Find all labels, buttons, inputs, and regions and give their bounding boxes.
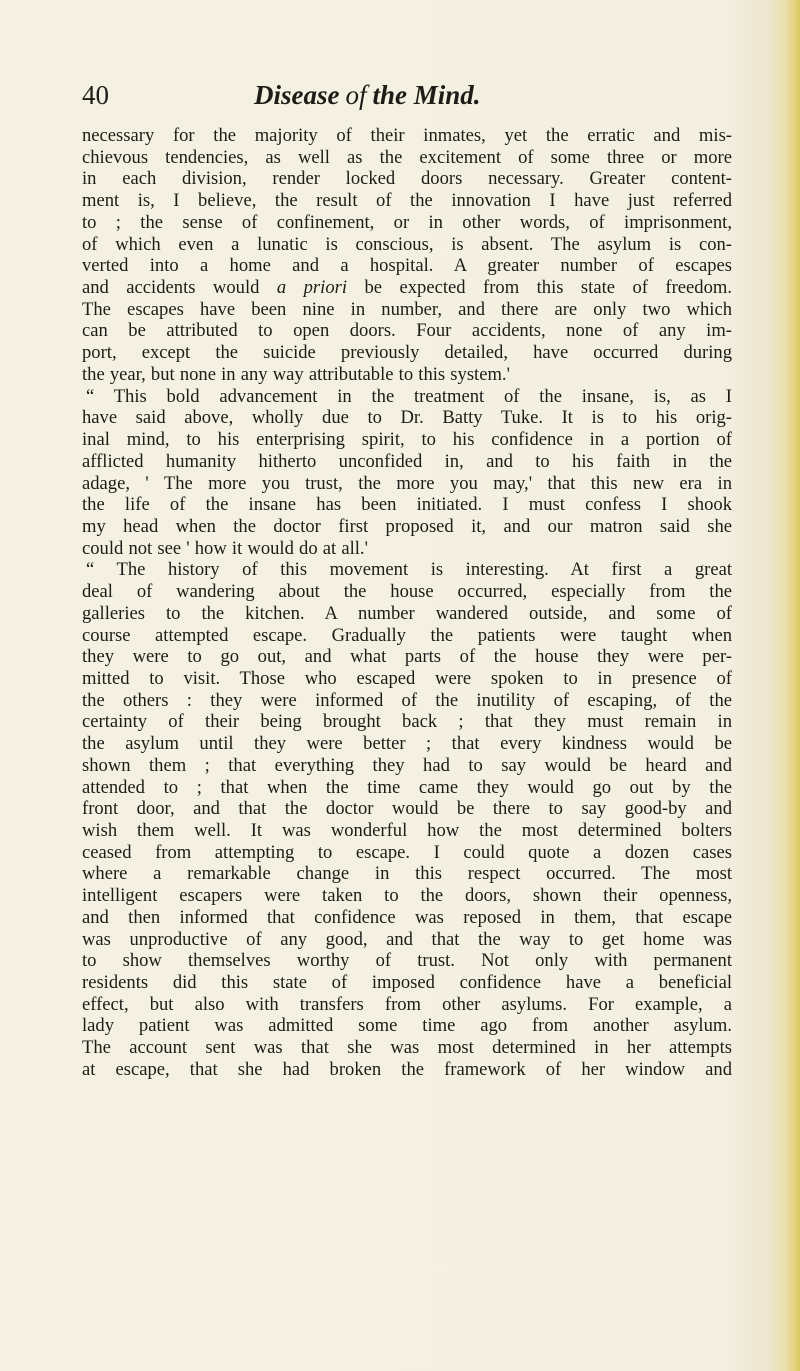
text-line: the year, but none in any way attributable to this system.' — [82, 363, 510, 385]
text-line: “ This bold advancement in the treatment of the insane, is, as I — [86, 385, 732, 407]
text-line: could not see ' how it would do at all.' — [82, 537, 368, 559]
text-line: adage, ' The more you trust, the more you may,' that this new era in — [82, 472, 732, 494]
text-line: course attempted escape. Gradually the patients were taught when — [82, 624, 732, 646]
text-line: attended to ; that when the time came they would go out by the — [82, 776, 732, 798]
text-line: port, except the suicide previously detailed, have occurred during — [82, 342, 732, 364]
page-header — [82, 78, 732, 112]
text-line: was unproductive of any good, and that the way to get home was — [82, 928, 732, 950]
text-line: where a remarkable change in this respect occurred. The most — [82, 863, 732, 885]
text-line: the others : they were informed of the inutility of escaping, of the — [82, 689, 732, 711]
text-line: ment is, I believe, the result of the innovation I have just referred — [82, 190, 732, 212]
text-line: at escape, that she had broken the framework of her window and — [82, 1058, 732, 1080]
text-line: galleries to the kitchen. A number wandered outside, and some of — [82, 602, 732, 624]
text-line: residents did this state of imposed confidence have a beneficial — [82, 972, 732, 994]
text-line: in each division, render locked doors necessary. Greater content- — [82, 168, 732, 190]
text-line: afflicted humanity hitherto unconfided in, and to his faith in the — [82, 450, 732, 472]
text-line: to show themselves worthy of trust. Not only with permanent — [82, 950, 732, 972]
text-line: front door, and that the doctor would be there to say good-by and — [82, 798, 732, 820]
text-line: and then informed that confidence was reposed in them, that escape — [82, 906, 732, 928]
running-head-part-2: of — [345, 80, 367, 110]
text-line: of which even a lunatic is conscious, is absent. The asylum is con- — [82, 233, 732, 255]
running-head-part-3: the Mind. — [372, 80, 481, 110]
text-line: verted into a home and a hospital. A greater number of escapes — [82, 255, 732, 277]
text-line: shown them ; that everything they had to say would be heard and — [82, 754, 732, 776]
text-line: to ; the sense of confinement, or in other words, of imprisonment, — [82, 211, 732, 233]
text-line: chievous tendencies, as well as the excitement of some three or more — [82, 146, 732, 168]
text-line: The escapes have been nine in number, and there are only two which — [82, 298, 732, 320]
text-line: inal mind, to his enterprising spirit, to his confidence in a portion of — [82, 429, 732, 451]
text-line: mitted to visit. Those who escaped were spoken to in presence of — [82, 667, 732, 689]
text-line: can be attributed to open doors. Four accidents, none of any im- — [82, 320, 732, 342]
text-line: my head when the doctor first proposed it, and our matron said she — [82, 515, 732, 537]
text-line: have said above, wholly due to Dr. Batty Tuke. It is to his orig- — [82, 407, 732, 429]
running-head-part-1: Disease — [254, 80, 340, 110]
text-line: deal of wandering about the house occurred, especially from the — [82, 581, 732, 603]
text-line: ceased from attempting to escape. I could quote a dozen cases — [82, 841, 732, 863]
text-line: lady patient was admitted some time ago from another asylum. — [82, 1015, 732, 1037]
text-line: “ The history of this movement is interesting. At first a great — [86, 559, 732, 581]
text-line: effect, but also with transfers from other asylums. For example, a — [82, 993, 732, 1015]
text-line: the asylum until they were better ; that every kindness would be — [82, 733, 732, 755]
text-line: the life of the insane has been initiated. I must confess I shook — [82, 494, 732, 516]
text-line: they were to go out, and what parts of the house they were per- — [82, 646, 732, 668]
italic-phrase: a priori — [276, 277, 348, 299]
text-line: necessary for the majority of their inmates, yet the erratic and mis- — [82, 125, 732, 146]
text-line: certainty of their being brought back ; that they must remain in — [82, 711, 732, 733]
running-head — [254, 78, 481, 112]
text-line: The account sent was that she was most determined in her attempts — [82, 1037, 732, 1059]
text-line: wish them well. It was wonderful how the most determined bolters — [82, 820, 732, 841]
body-text — [82, 125, 732, 1081]
page-edge-discoloration — [786, 0, 800, 1371]
text-line: intelligent escapers were taken to the doors, shown their openness, — [82, 885, 732, 907]
text-line: and accidents would a priori be expected from this state of freedom. — [82, 277, 733, 299]
page-number: 40 — [82, 80, 109, 110]
